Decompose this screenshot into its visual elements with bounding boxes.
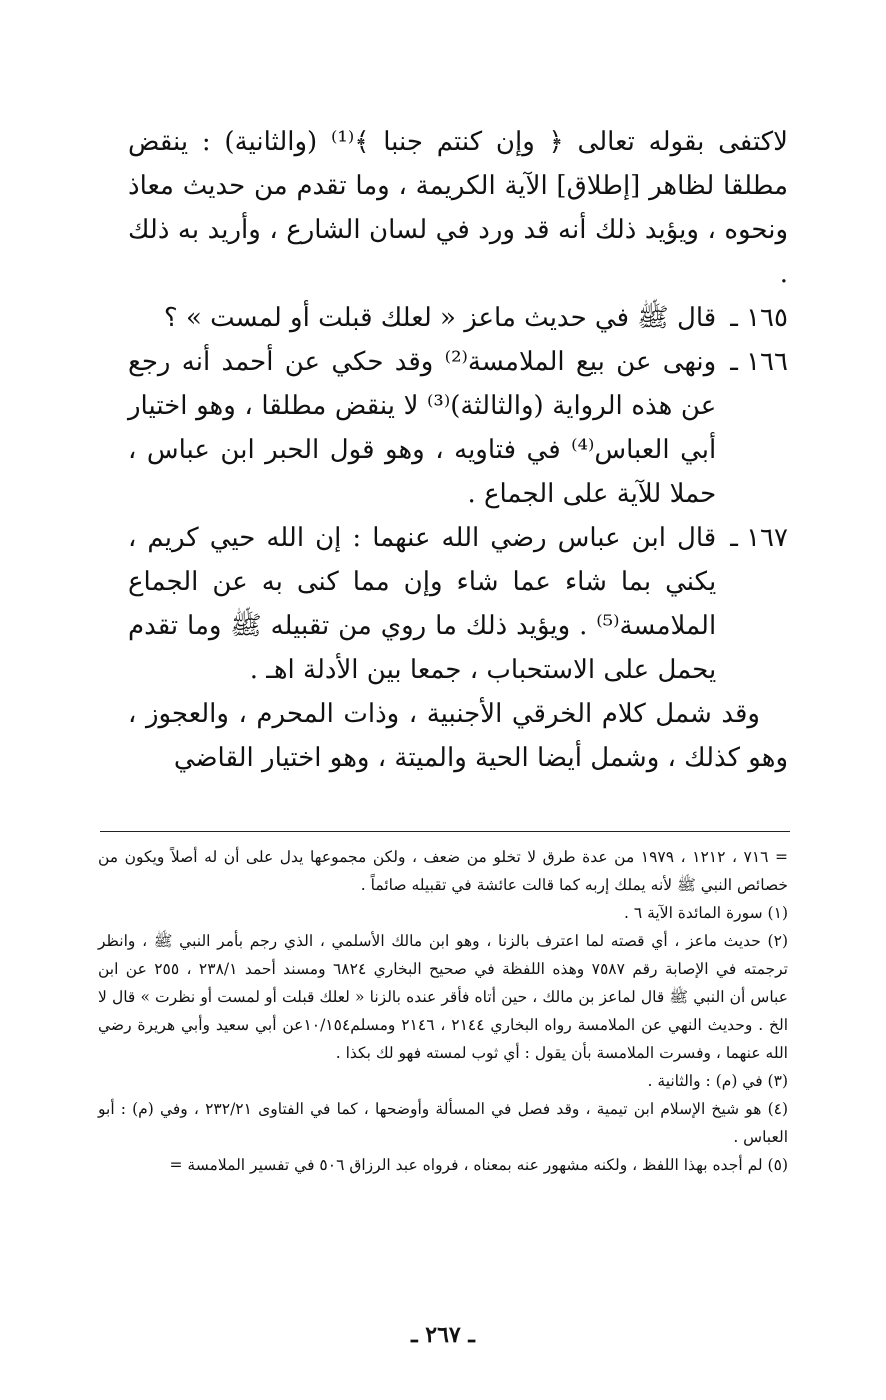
paragraph-text: قال ﷺ في حديث ماعز « لعلك قبلت أو لمست » ؟ bbox=[163, 303, 717, 333]
paragraph-text: ونهى عن بيع الملامسة⁽²⁾ وقد حكي عن أحمد أنه رجع عن هذه الرواية (والثالثة)⁽³⁾ لا ينقض مطلقا ، وهو اختيار أبي العباس⁽⁴⁾ في فتاويه ، وهو قول الحبر ابن عباس ، حملا للآية على الجماع . bbox=[128, 347, 717, 509]
paragraph-number: ١٦٧ ـ bbox=[730, 523, 788, 553]
paragraph-166 bbox=[128, 340, 788, 516]
footnote-3: (٣) في (م) : والثانية . bbox=[647, 1072, 788, 1090]
footnote-5: (٥) لم أجده بهذا اللفظ ، ولكنه مشهور عنه بمعناه ، فرواه عبد الرزاق ٥٠٦ في تفسير الملامسة = bbox=[169, 1156, 788, 1174]
footnote-divider bbox=[100, 831, 790, 832]
footnote-2: (٢) حديث ماعز ، أي قصته لما اعترف بالزنا ، وهو ابن مالك الأسلمي ، الذي رجم بأمر النبي ﷺ ، وانظر ترجمته في الإصابة رقم ٧٥٨٧ وهذه اللفظة في صحيح البخاري ٦٨٢٤ ومسند أحمد ٢٣٨/١ ، ٢٥٥ عن ابن عباس أن النبي ﷺ قال لماعز بن مالك ، حين أتاه فأقر عنده بالزنا « لعلك قبلت أو لمست أو نظرت » قال لا الخ . وحديث النهي عن الملامسة رواه البخاري ٢١٤٤ ، ٢١٤٦ ومسلم١٠/١٥٤عن أبي سعيد وأبي هريرة رضي الله عنهما ، وفسرت الملامسة بأن يقول : أي ثوب لمسته فهو لك بكذا . bbox=[98, 932, 789, 1062]
footnote-continuation: = ٧١٦ ، ١٢١٢ ، ١٩٧٩ من عدة طرق لا تخلو من ضعف ، ولكن مجموعها يدل على أن له أصلاً ويكون من خصائص النبي ﷺ لأنه يملك إربه كما قالت عائشة في تقبيله صائماً . bbox=[98, 848, 789, 894]
paragraph-continuation: لاكتفى بقوله تعالى ﴿ وإن كنتم جنبا ﴾⁽¹⁾ (والثانية) : ينقض مطلقا لظاهر [إطلاق] الآية الكريمة ، وما تقدم من حديث معاذ ونحوه ، ويؤيد ذلك أنه قد ورد في لسان الشارع ، وأريد به ذلك . bbox=[128, 127, 788, 289]
paragraph-text: قال ابن عباس رضي الله عنهما : إن الله حيي كريم ، يكني بما شاء عما شاء وإن مما كنى به عن الجماع الملامسة⁽⁵⁾ . ويؤيد ذلك ما روي من تقبيله ﷺ وما تقدم يحمل على الاستحباب ، جمعا بين الأدلة اهـ . bbox=[128, 523, 717, 685]
paragraph-167 bbox=[128, 516, 788, 692]
footnotes bbox=[98, 843, 788, 1179]
paragraph-165 bbox=[128, 296, 788, 340]
footnote-1: (١) سورة المائدة الآية ٦ . bbox=[624, 904, 788, 922]
main-text bbox=[128, 120, 788, 780]
footnote-4: (٤) هو شيخ الإسلام ابن تيمية ، وقد فصل في المسألة وأوضحها ، كما في الفتاوى ٢٣٢/٢١ ، وفي (م) : أبو العباس . bbox=[98, 1100, 789, 1146]
paragraph-number: ١٦٥ ـ bbox=[730, 303, 788, 333]
page-number: ـ ٢٦٧ ـ bbox=[411, 1322, 475, 1348]
paragraph-khiraqi: وقد شمل كلام الخرقي الأجنبية ، وذات المحرم ، والعجوز ، وهو كذلك ، وشمل أيضا الحية والميتة ، وهو اختيار القاضي bbox=[128, 699, 788, 773]
paragraph-number: ١٦٦ ـ bbox=[730, 347, 788, 377]
